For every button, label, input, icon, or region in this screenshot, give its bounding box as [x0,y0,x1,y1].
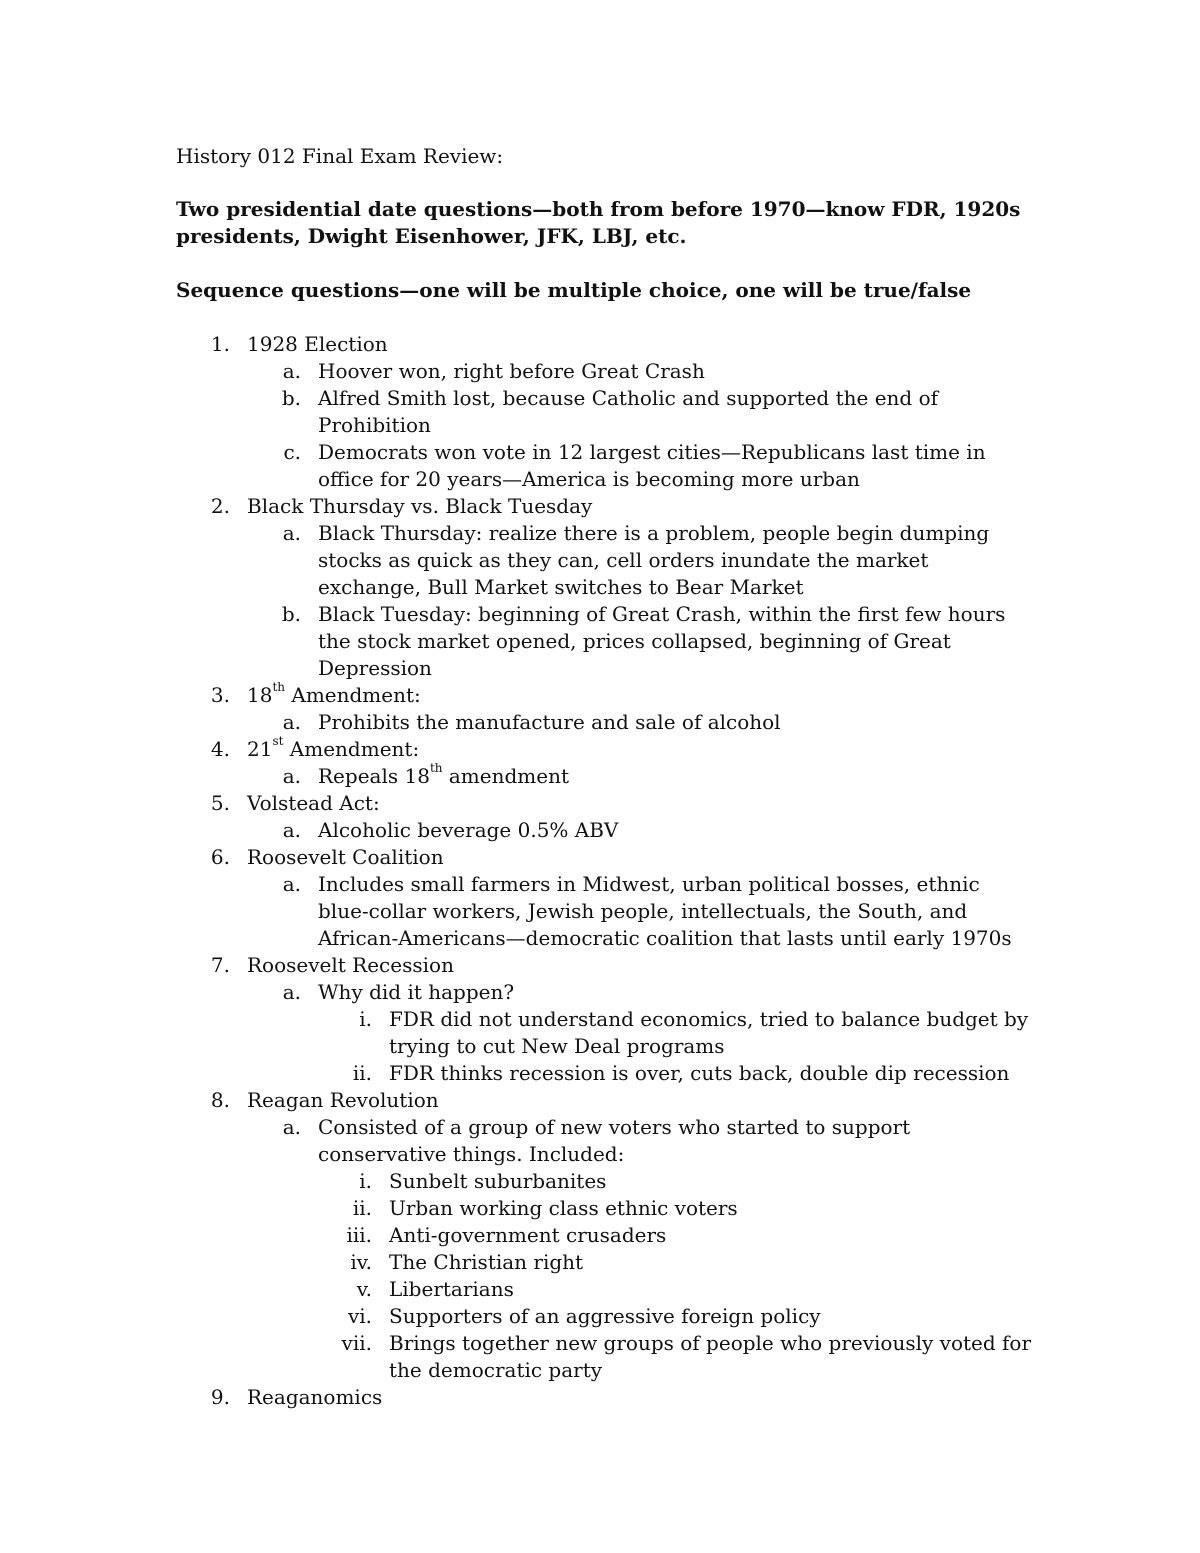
sub-list [176,1114,1036,1384]
roman-item [318,1249,1036,1276]
item-number: 4. [210,737,230,761]
sub-item-letter: a. [282,764,301,788]
roman-numeral: iii. [346,1223,372,1247]
item-text: Black Thursday vs. Black Tuesday [247,494,593,518]
list-item [176,952,1036,1087]
sub-item-letter: a. [282,1115,301,1139]
roman-item-text: Sunbelt suburbanites [389,1169,607,1193]
roman-item [318,1060,1036,1087]
roman-item-text: Supporters of an aggressive foreign policy [389,1304,821,1328]
roman-item-text: Anti-government crusaders [389,1223,667,1247]
superscript-suffix: th [429,761,443,776]
roman-numeral: vi. [347,1304,372,1328]
sub-item-text: Alfred Smith lost, because Catholic and supported the end of Prohibition [318,386,939,437]
sub-item [247,439,1036,493]
roman-numeral: iv. [350,1250,372,1274]
superscript-suffix: st [272,734,284,749]
roman-item-text: Brings together new groups of people who previously voted for the democratic party [389,1331,1032,1382]
sub-item [247,979,1036,1087]
presidential-date-note: Two presidential date questions—both from before 1970—know FDR, 1920s presidents, Dwight Eisenhower, JFK, LBJ, etc. [176,197,1021,248]
list-item [176,844,1036,952]
sub-item-letter: b. [281,602,301,626]
list-item [176,331,1036,493]
roman-item [318,1330,1036,1384]
sub-item-text: Why did it happen? [318,980,515,1004]
sub-item-text: Consisted of a group of new voters who started to support conservative things. Included: [318,1115,911,1166]
sub-item [247,1114,1036,1384]
roman-item-text: Urban working class ethnic voters [389,1196,738,1220]
sub-list [176,709,1036,736]
item-number: 7. [210,953,230,977]
item-text: Volstead Act: [247,791,380,815]
document-title: History 012 Final Exam Review: [176,144,504,168]
sub-item-letter: c. [283,440,301,464]
sub-item-letter: a. [282,710,301,734]
sequence-questions-note: Sequence questions—one will be multiple choice, one will be true/false [176,278,972,302]
roman-item-text: FDR thinks recession is over, cuts back, double dip recession [389,1061,1010,1085]
roman-numeral: v. [356,1277,372,1301]
item-text-part: Amendment: [285,683,421,707]
list-item [176,682,1036,736]
sub-item-text: Democrats won vote in 12 largest cities—Republicans last time in office for 20 years—America is becoming more urban [318,440,986,491]
list-item [176,790,1036,844]
roman-item [318,1006,1036,1060]
sub-list [176,520,1036,682]
item-number: 8. [210,1088,230,1112]
document-content [176,143,1036,1411]
roman-item [318,1195,1036,1222]
item-number: 1. [210,332,230,356]
sub-list [176,979,1036,1087]
sub-item-text: Prohibits the manufacture and sale of alcohol [318,710,781,734]
sub-item-letter: b. [281,386,301,410]
item-number: 9. [210,1385,230,1409]
item-text [247,734,420,761]
superscript-suffix: th [272,680,286,695]
sub-item-text: Hoover won, right before Great Crash [318,359,705,383]
item-text-part: amendment [442,764,569,788]
item-text: Reaganomics [247,1385,383,1409]
sub-item [247,385,1036,439]
item-number: 2. [210,494,230,518]
roman-item [318,1222,1036,1249]
roman-list [247,1168,1036,1384]
sub-item [247,358,1036,385]
review-list [176,331,1036,1411]
roman-item-text: The Christian right [389,1250,584,1274]
item-text: 1928 Election [247,332,388,356]
roman-numeral: ii. [352,1061,372,1085]
sub-item-letter: a. [282,359,301,383]
item-number: 5. [210,791,230,815]
item-text: Roosevelt Recession [247,953,454,977]
sub-item [247,817,1036,844]
sub-list [176,358,1036,493]
roman-numeral: ii. [352,1196,372,1220]
sub-list [176,763,1036,790]
item-text-part: 18 [247,683,273,707]
roman-item [318,1168,1036,1195]
roman-list [247,1006,1036,1087]
item-number: 6. [210,845,230,869]
item-text [247,680,421,707]
sub-item [247,763,1036,790]
list-item [176,1087,1036,1384]
sub-list [176,871,1036,952]
roman-numeral: i. [359,1007,372,1031]
sub-item-letter: a. [282,980,301,1004]
sub-item [247,709,1036,736]
item-text: Roosevelt Coalition [247,845,444,869]
item-text-part: Repeals 18 [318,764,430,788]
roman-numeral: i. [359,1169,372,1193]
sub-item-letter: a. [282,521,301,545]
roman-item [318,1276,1036,1303]
list-item [176,1384,1036,1411]
sub-item-text [318,761,569,788]
sub-item-text: Includes small farmers in Midwest, urban political bosses, ethnic blue-collar workers, Jewish people, intellectuals, the South, and African-Americans—democratic coalition that lasts until early 1970s [318,872,1012,950]
sub-item [247,601,1036,682]
roman-item-text: FDR did not understand economics, tried to balance budget by trying to cut New Deal programs [389,1007,1029,1058]
sub-item-text: Black Thursday: realize there is a problem, people begin dumping stocks as quick as they can, cell orders inundate the market exchange, Bull Market switches to Bear Market [318,521,990,599]
sub-item-letter: a. [282,872,301,896]
sub-item-text: Black Tuesday: beginning of Great Crash, within the first few hours the stock market opened, prices collapsed, beginning of Great Depression [318,602,1006,680]
sub-list [176,817,1036,844]
sub-item [247,871,1036,952]
sub-item-letter: a. [282,818,301,842]
list-item [176,736,1036,790]
roman-item [318,1303,1036,1330]
roman-item-text: Libertarians [389,1277,514,1301]
sub-item-text: Alcoholic beverage 0.5% ABV [318,818,619,842]
sub-item [247,520,1036,601]
list-item [176,493,1036,682]
item-number: 3. [210,683,230,707]
roman-numeral: vii. [341,1331,372,1355]
item-text: Reagan Revolution [247,1088,439,1112]
item-text-part: 21 [247,737,273,761]
item-text-part: Amendment: [283,737,420,761]
